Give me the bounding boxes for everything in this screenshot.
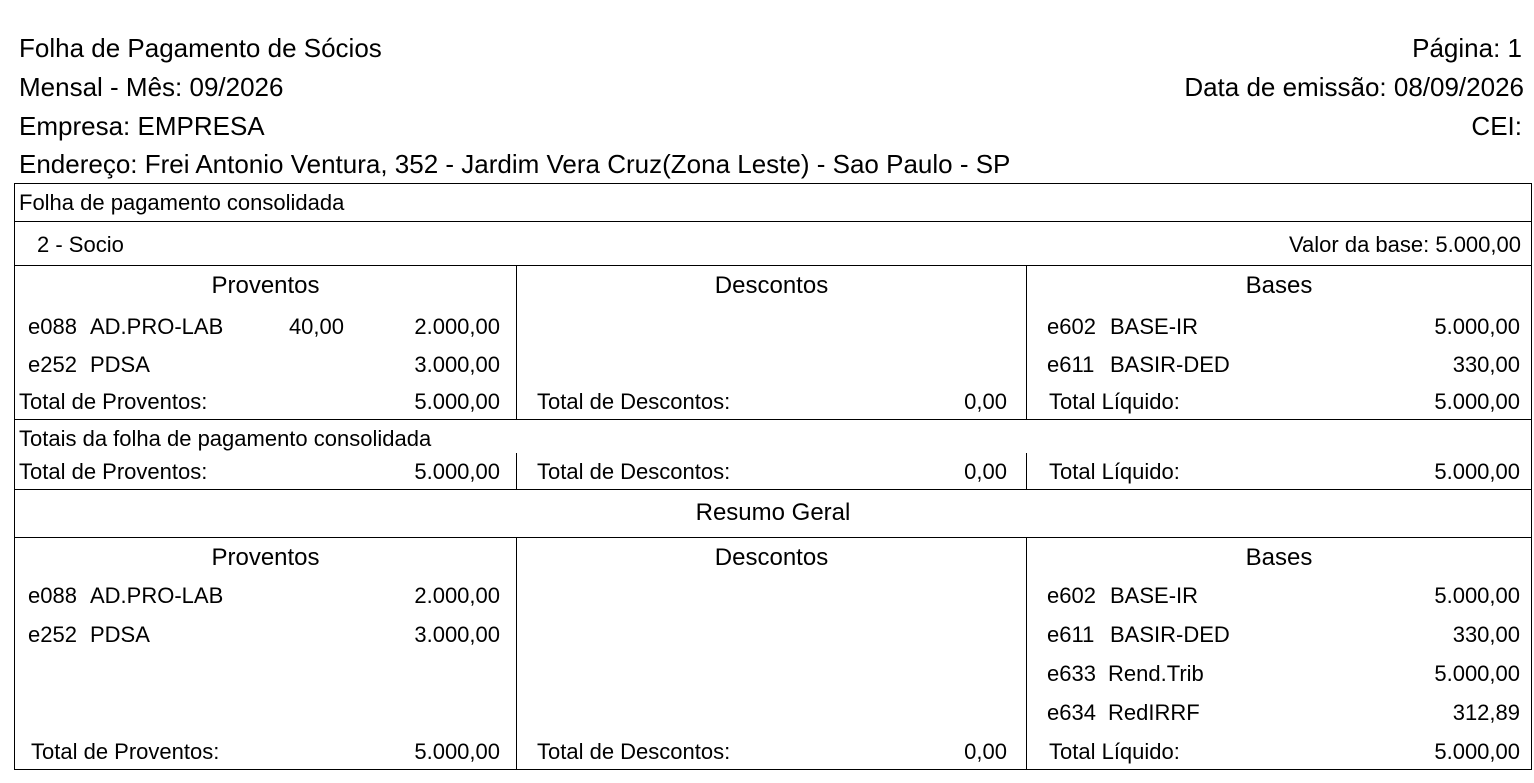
total-descontos-value: 0,00 <box>964 389 1007 414</box>
column-header-bases: Bases <box>1245 544 1313 571</box>
base-value: 5.000,00 <box>1434 583 1520 608</box>
base-value: Valor da base: 5.000,00 <box>1289 232 1521 257</box>
column-header-descontos: Descontos <box>714 544 829 571</box>
column-header-proventos: Proventos <box>211 272 320 299</box>
column-header-bases: Bases <box>1245 272 1313 299</box>
border-left <box>14 183 15 770</box>
provento-name: AD.PRO-LAB <box>90 583 224 608</box>
divider <box>14 183 1532 184</box>
total-proventos-value: 5.000,00 <box>414 459 500 484</box>
provento-name: PDSA <box>90 622 150 647</box>
base-code: e611 <box>1047 352 1095 377</box>
provento-code: e252 <box>28 622 77 647</box>
border-right <box>1531 183 1532 770</box>
section-title: Folha de pagamento consolidada <box>19 190 345 215</box>
provento-value: 2.000,00 <box>414 314 500 339</box>
base-value: 330,00 <box>1452 622 1520 647</box>
provento-code: e088 <box>28 583 77 608</box>
base-value: 5.000,00 <box>1434 661 1520 686</box>
base-name: BASIR-DED <box>1110 352 1230 377</box>
provento-value: 3.000,00 <box>414 352 500 377</box>
provento-code: e088 <box>28 314 77 339</box>
total-proventos-label: Total de Proventos: <box>19 459 208 484</box>
base-code: e634 <box>1047 700 1096 725</box>
total-descontos-value: 0,00 <box>964 739 1007 764</box>
total-proventos-value: 5.000,00 <box>414 389 500 414</box>
total-descontos-value: 0,00 <box>964 459 1007 484</box>
provento-name: AD.PRO-LAB <box>90 314 224 339</box>
total-liquido-label: Total Líquido: <box>1049 389 1180 414</box>
total-liquido-label: Total Líquido: <box>1049 459 1180 484</box>
column-divider <box>516 453 517 489</box>
summary-title: Resumo Geral <box>695 499 851 526</box>
period: Mensal - Mês: 09/2026 <box>19 72 284 102</box>
base-name: BASE-IR <box>1110 583 1199 608</box>
base-code: e602 <box>1047 583 1096 608</box>
provento-name: PDSA <box>90 352 150 377</box>
column-header-descontos: Descontos <box>714 272 829 299</box>
page-number: Página: 1 <box>1412 33 1522 63</box>
total-proventos-label: Total de Proventos: <box>31 739 220 764</box>
base-value: 5.000,00 <box>1434 314 1520 339</box>
base-code: e602 <box>1047 314 1096 339</box>
column-divider <box>1026 537 1027 769</box>
company: Empresa: EMPRESA <box>19 111 265 141</box>
employee-name: 2 - Socio <box>37 232 124 257</box>
address: Endereço: Frei Antonio Ventura, 352 - Jardim Vera Cruz(Zona Leste) - Sao Paulo - SP <box>19 149 1011 179</box>
total-liquido-label: Total Líquido: <box>1049 739 1180 764</box>
issue-date: Data de emissão: 08/09/2026 <box>1184 72 1524 102</box>
column-header-proventos: Proventos <box>211 544 320 571</box>
divider <box>14 769 1532 770</box>
total-descontos-label: Total de Descontos: <box>537 459 731 484</box>
total-descontos-label: Total de Descontos: <box>537 739 731 764</box>
provento-value: 2.000,00 <box>414 583 500 608</box>
base-name: Rend.Trib <box>1108 661 1204 686</box>
divider <box>14 419 1532 420</box>
section-title: Totais da folha de pagamento consolidada <box>19 426 432 451</box>
provento-reference: 40,00 <box>288 314 344 339</box>
divider <box>14 537 1532 538</box>
provento-code: e252 <box>28 352 77 377</box>
base-name: BASIR-DED <box>1110 622 1230 647</box>
total-proventos-value: 5.000,00 <box>414 739 500 764</box>
base-code: e633 <box>1047 661 1096 686</box>
divider <box>14 221 1532 222</box>
total-liquido-value: 5.000,00 <box>1434 389 1520 414</box>
report-title: Folha de Pagamento de Sócios <box>19 33 382 63</box>
divider <box>14 489 1532 490</box>
base-name: BASE-IR <box>1110 314 1199 339</box>
base-name: RedIRRF <box>1108 700 1200 725</box>
column-divider <box>1026 453 1027 489</box>
total-liquido-value: 5.000,00 <box>1434 459 1520 484</box>
provento-value: 3.000,00 <box>414 622 500 647</box>
cei: CEI: <box>1471 111 1522 141</box>
total-descontos-label: Total de Descontos: <box>537 389 731 414</box>
total-liquido-value: 5.000,00 <box>1434 739 1520 764</box>
column-divider <box>516 537 517 769</box>
divider <box>14 265 1532 266</box>
total-proventos-label: Total de Proventos: <box>19 389 208 414</box>
base-code: e611 <box>1047 622 1095 647</box>
base-value: 312,89 <box>1452 700 1520 725</box>
base-value: 330,00 <box>1452 352 1520 377</box>
